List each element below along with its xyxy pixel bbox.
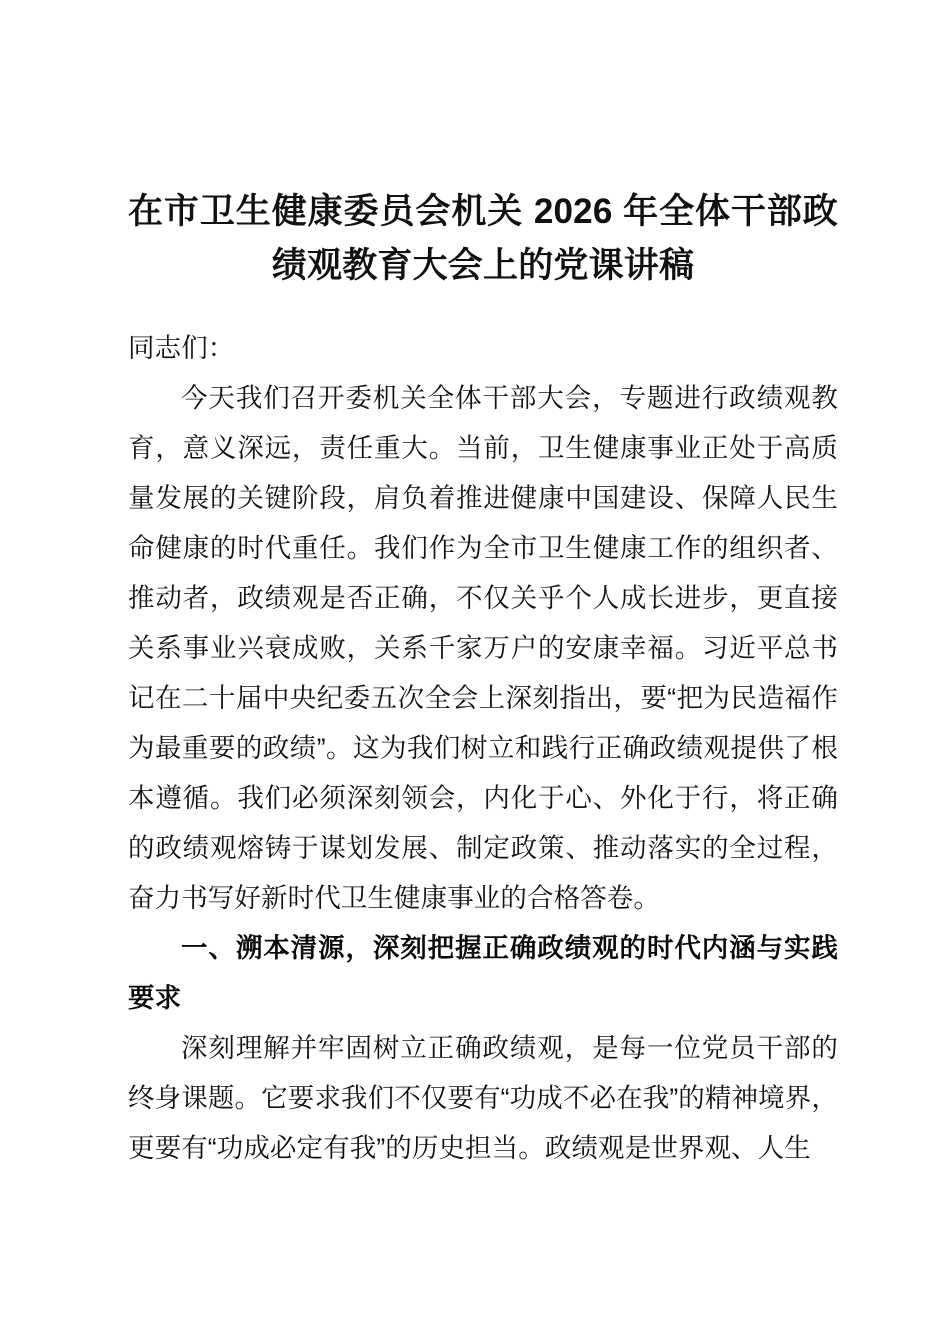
body-paragraph-1: 今天我们召开委机关全体干部大会，专题进行政绩观教育，意义深远，责任重大。当前，卫生健康事业正处于高质量发展的关键阶段，肩负着推进健康中国建设、保障人民生命健康的时代重任。我们作为全市卫生健康工作的组织者、推动者，政绩观是否正确，不仅关乎个人成长进步，更直接关系事业兴衰成败，关系千家万户的安康幸福。习近平总书记在二十届中央纪委五次全会上深刻指出，要“把为民造福作为最重要的政绩”。这为我们树立和践行正确政绩观提供了根本遵循。我们必须深刻领会，内化于心、外化于行，将正确的政绩观熔铸于谋划发展、制定政策、推动落实的全过程，奋力书写好新时代卫生健康事业的合格答卷。: [128, 383, 838, 913]
page-title-line-1: 在市卫生健康委员会机关 2026 年全体干部政: [128, 192, 838, 231]
salutation: 同志们：: [128, 333, 235, 363]
section-heading-1: 一、溯本清源，深刻把握正确政绩观的时代内涵与实践要求: [128, 933, 838, 1013]
page-title: [128, 185, 838, 293]
body-paragraph-2: 深刻理解并牢固树立正确政绩观，是每一位党员干部的终身课题。它要求我们不仅要有“功成不必在我”的精神境界，更要有“功成必定有我”的历史担当。政绩观是世界观、人生: [128, 1033, 838, 1163]
page-title-line-2: 绩观教育大会上的党课讲稿: [271, 246, 695, 285]
